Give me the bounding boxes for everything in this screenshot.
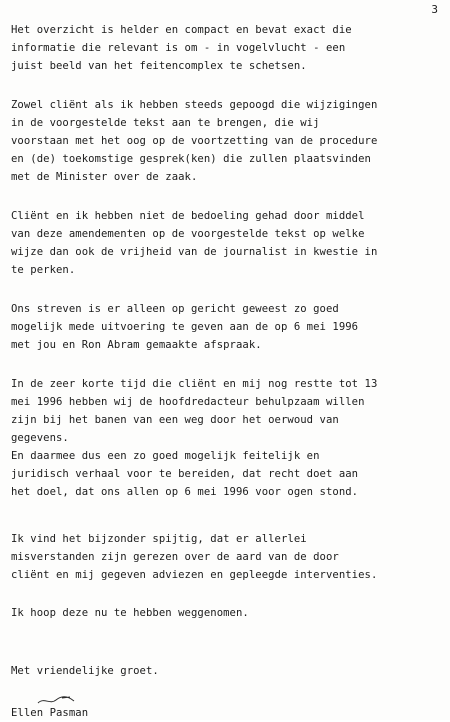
text-line: juridisch verhaal voor te bereiden, dat recht doet aan (11, 468, 359, 480)
paragraph-regret (11, 530, 377, 584)
text-line: van deze amendementen op de voorgestelde tekst op welke (11, 228, 365, 240)
text-line: Ik hoop deze nu te hebben weggenomen. (11, 607, 249, 619)
page-number: 3 (431, 3, 438, 16)
signature-block (11, 704, 88, 722)
text-line: mogelijk mede uitvoering te geven aan de op 6 mei 1996 (11, 321, 359, 333)
text-line: misverstanden zijn gerezen over de aard van de door (11, 551, 339, 563)
text-line: En daarmee dus een zo goed mogelijk feitelijk en (11, 450, 320, 462)
text-line: juist beeld van het feitencomplex te schetsen. (11, 60, 307, 72)
text-line: het doel, dat ons allen op 6 mei 1996 voor ogen stond. (11, 486, 359, 498)
paragraph-amendments (11, 96, 377, 186)
text-line: cliënt en mij gegeven adviezen en gepleegde interventies. (11, 569, 378, 581)
text-line: Het overzicht is helder en compact en bevat exact die (11, 24, 352, 36)
text-line: met jou en Ron Abram gemaakte afspraak. (11, 339, 262, 351)
text-line: mei 1996 hebben wij de hoofdredacteur behulpzaam willen (11, 396, 365, 408)
text-line: Ik vind het bijzonder spijtig, dat er allerlei (11, 533, 307, 545)
paragraph-agreement (11, 300, 358, 354)
paragraph-hope (11, 604, 249, 622)
text-line: en (de) toekomstige gesprek(ken) die zullen plaatsvinden (11, 153, 371, 165)
paragraph-intro (11, 21, 352, 75)
text-line: informatie die relevant is om - in vogelvlucht - een (11, 42, 346, 54)
text-line: Cliënt en ik hebben niet de bedoeling gehad door middel (11, 210, 365, 222)
text-line: met de Minister over de zaak. (11, 171, 198, 183)
paragraph-timeline (11, 375, 377, 501)
text-line: Ons streven is er alleen op gericht geweest zo goed (11, 303, 339, 315)
text-line: in de voorgestelde tekst aan te brengen, die wij (11, 117, 320, 129)
closing-greeting (11, 662, 159, 680)
signature-name: Ellen Pasman (11, 707, 89, 719)
paragraph-intent (11, 207, 377, 279)
text-line: wijze dan ook de vrijheid van de journalist in kwestie in (11, 246, 378, 258)
text-line: Zowel cliënt als ik hebben steeds gepoogd die wijzigingen (11, 99, 378, 111)
text-line: te perken. (11, 264, 76, 276)
text-line: gegevens. (11, 432, 69, 444)
text-line: Met vriendelijke groet. (11, 665, 159, 677)
text-line: zijn bij het banen van een weg door het oerwoud van (11, 414, 339, 426)
text-line: voorstaan met het oog op de voortzetting van de procedure (11, 135, 378, 147)
text-line: In de zeer korte tijd die cliënt en mij nog restte tot 13 (11, 378, 378, 390)
